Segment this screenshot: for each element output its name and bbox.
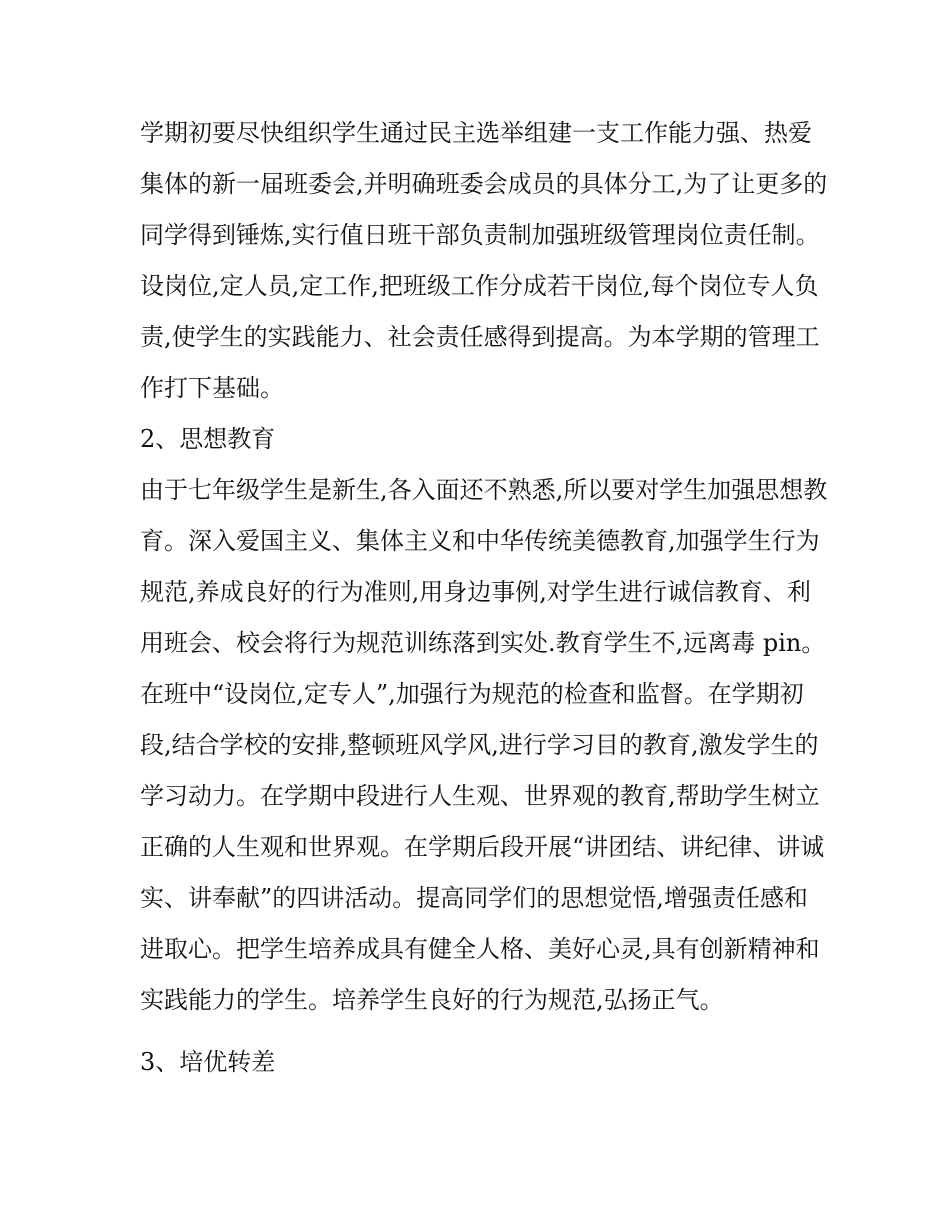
- document-body: [140, 108, 830, 1088]
- section-heading-ideological-education: 2、思想教育: [140, 425, 276, 453]
- paragraph-class-committee: 学期初要尽快组织学生通过民主选举组建一支工作能力强、热爱集体的新一届班委会,并明确班委会成员的具体分工,为了让更多的同学得到锤炼,实行值日班干部负责制加强班级管理岗位责任制。设岗位,定人员,定工作,把班级工作分成若干岗位,每个岗位专人负责,使学生的实践能力、社会责任感得到提高。为本学期的管理工作打下基础。: [140, 119, 828, 402]
- paragraph-ideological-education: 由于七年级学生是新生,各入面还不熟悉,所以要对学生加强思想教育。深入爱国主义、集体主义和中华传统美德教育,加强学生行为规范,养成良好的行为准则,用身边事例,对学生进行诚信教育、利用班会、校会将行为规范训练落到实处.教育学生不,远离毒 pin。在班中“设岗位,定专人”,加强行为规范的检查和监督。在学期初段,结合学校的安排,整顿班风学风,进行学习目的教育,激发学生的学习动力。在学期中段进行人生观、世界观的教育,帮助学生树立正确的人生观和世界观。在学期后段开展“讲团结、讲纪律、讲诚实、讲奉献”的四讲活动。提高同学们的思想觉悟,增强责任感和进取心。把学生培养成具有健全人格、美好心灵,具有创新精神和实践能力的学生。培养学生良好的行为规范,弘扬正气。: [140, 476, 828, 1014]
- section-heading-cultivate-excellent: 3、培优转差: [140, 1048, 276, 1076]
